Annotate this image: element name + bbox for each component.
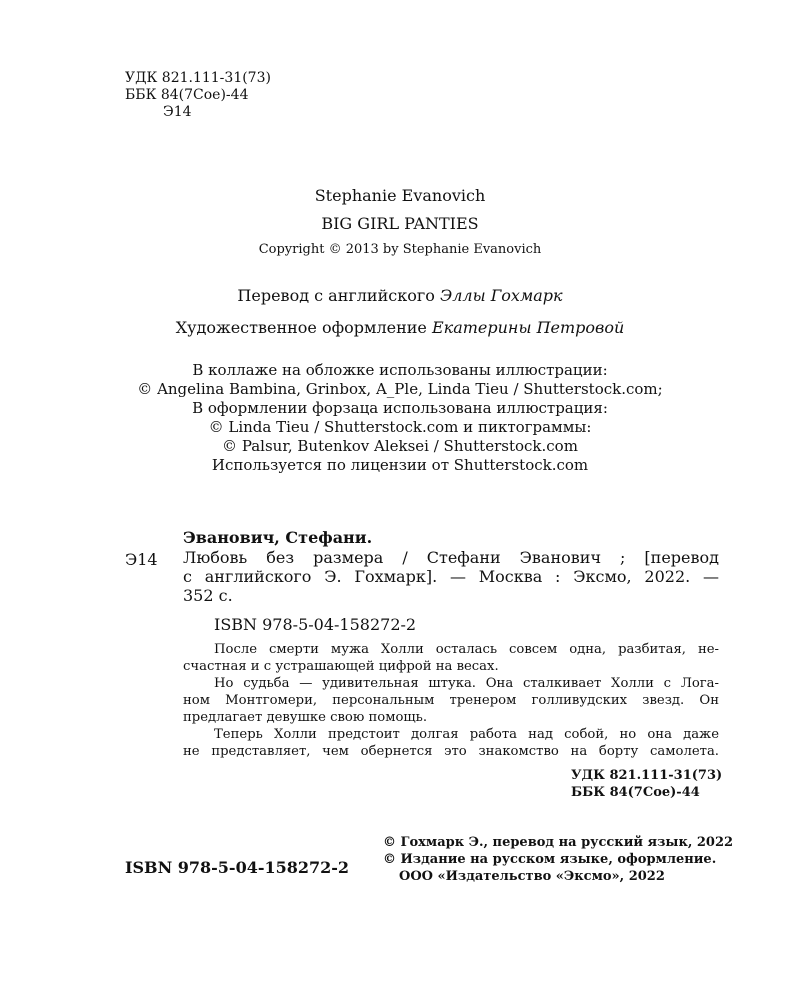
copyright-notices bbox=[383, 834, 733, 885]
translation-credit bbox=[0, 286, 800, 305]
bibliographic-line: Любовь без размера / Стефани Эванович ; [перевод bbox=[183, 548, 719, 567]
illustration-line: © Angelina Bambina, Grinbox, A_Ple, Linda Tieu / Shutterstock.com; bbox=[137, 380, 663, 398]
original-author: Stephanie Evanovich bbox=[314, 186, 486, 205]
bibliographic-code: Э14 bbox=[125, 550, 158, 569]
illustration-line: Используется по лицензии от Shutterstock.com bbox=[211, 456, 589, 474]
bibliographic-description bbox=[183, 548, 719, 605]
art-credit bbox=[0, 318, 800, 337]
annotation-udk-code: УДК 821.111-31(73) bbox=[571, 768, 723, 783]
top-udk-code: УДК 821.111-31(73) bbox=[125, 70, 271, 86]
artist-name: Екатерины Петровой bbox=[431, 318, 625, 337]
art-prefix: Художественное оформление bbox=[175, 318, 427, 337]
bibliographic-line: 352 с. bbox=[183, 586, 233, 605]
original-copyright: Copyright © 2013 by Stephanie Evanovich bbox=[258, 242, 542, 257]
annotation-classification-codes bbox=[571, 767, 722, 801]
annotation-line: счастная и с устрашающей цифрой на весах. bbox=[183, 659, 499, 674]
illustration-line: В оформлении форзаца использована иллюстрация: bbox=[192, 399, 608, 417]
illustration-line: © Linda Tieu / Shutterstock.com и пиктограммы: bbox=[208, 418, 592, 436]
bibliographic-author: Эванович, Стефани. bbox=[183, 528, 373, 547]
top-bbk-code: ББК 84(7Сое)-44 bbox=[125, 87, 249, 103]
bibliographic-line: с английского Э. Гохмарк]. — Москва : Эксмо, 2022. — bbox=[183, 567, 719, 586]
book-annotation bbox=[183, 641, 719, 760]
annotation-line: Но судьба — удивительная штука. Она сталкивает Холли с Лога- bbox=[214, 676, 719, 691]
annotation-line: предлагает девушке свою помощь. bbox=[183, 710, 428, 725]
copyright-line: © Издание на русском языке, оформление. bbox=[383, 852, 717, 867]
translator-name: Эллы Гохмарк bbox=[439, 286, 563, 305]
top-author-code: Э14 bbox=[163, 104, 192, 120]
annotation-bbk-code: ББК 84(7Сое)-44 bbox=[571, 785, 700, 800]
illustration-credits bbox=[0, 361, 800, 475]
copyright-line: ООО «Издательство «Эксмо», 2022 bbox=[399, 869, 665, 884]
illustration-line: © Palsur, Butenkov Aleksei / Shutterstock.com bbox=[222, 437, 578, 455]
annotation-line: не представляет, чем обернется это знакомство на борту самолета. bbox=[183, 744, 719, 759]
footer-isbn: ISBN 978-5-04-158272-2 bbox=[125, 858, 350, 877]
original-title: BIG GIRL PANTIES bbox=[321, 214, 479, 233]
top-classification-codes bbox=[125, 70, 271, 121]
annotation-line: ном Монтгомери, персональным тренером голливудских звезд. Он bbox=[183, 693, 719, 708]
illustration-line: В коллаже на обложке использованы иллюстрации: bbox=[192, 361, 608, 379]
copyright-line: © Гохмарк Э., перевод на русский язык, 2022 bbox=[383, 835, 734, 850]
translation-prefix: Перевод с английского bbox=[237, 286, 435, 305]
bibliographic-isbn: ISBN 978-5-04-158272-2 bbox=[214, 615, 417, 634]
annotation-line: После смерти мужа Холли осталась совсем одна, разбитая, не- bbox=[214, 642, 719, 657]
annotation-line: Теперь Холли предстоит долгая работа над собой, но она даже bbox=[214, 727, 719, 742]
